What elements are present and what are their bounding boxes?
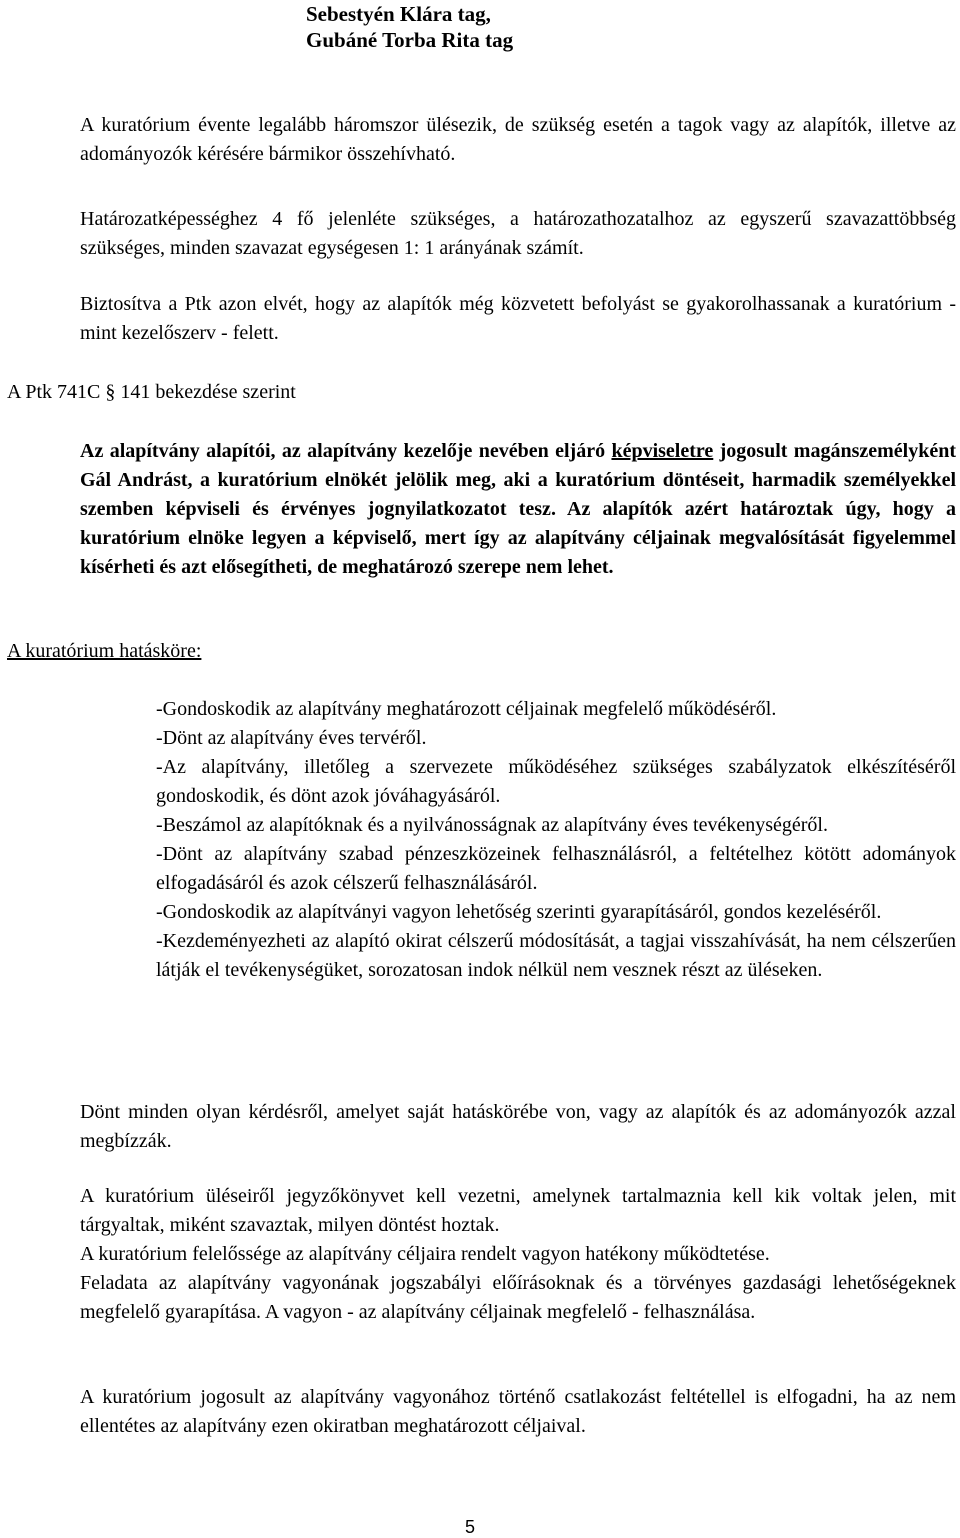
rep-text-2: jogosult magánszemélyként Gál Andrást, a kuratórium elnökét jelölik meg, aki a kuratórium döntéseit, harmadik személyekkel szemben képviseli és érvényes jognyilatkozatot tesz. Az alapítók azért határoztak úgy, hogy a kuratórium elnöke legyen a képviselő, mert így az alapítvány céljainak megvalósítását figyelemmel kísérheti és azt elősegítheti, de meghatározó szerepe nem lehet. <box>80 440 956 578</box>
paragraph-meetings: A kuratórium évente legalább háromszor ülésezik, de szükség esetén a tagok vagy az alapítók, illetve az adományozók kérésére bármikor összehívható. <box>80 114 956 165</box>
header-name-2: Gubáné Torba Rita tag <box>306 28 514 52</box>
section-heading-powers: A kuratórium hatásköre: <box>7 640 202 662</box>
header-name-1: Sebestyén Klára tag, <box>306 2 491 26</box>
paragraph-accession: A kuratórium jogosult az alapítvány vagyonához történő csatlakozást feltétellel is elfogadni, ha az nem ellentétes az alapítvány ezen okiratban meghatározott céljaival. <box>80 1386 956 1437</box>
list-item: -Gondoskodik az alapítvány meghatározott céljainak megfelelő működéséről. <box>156 698 777 720</box>
list-item: -Az alapítvány, illetőleg a szervezete működéséhez szükséges szabályzatok elkészítéséről gondoskodik, és dönt azok jóváhagyásáról. <box>156 756 956 807</box>
paragraph-minutes: A kuratórium üléseiről jegyzőkönyvet kell vezetni, amelynek tartalmaznia kell kik voltak jelen, mit tárgyaltak, miként szavaztak, milyen döntést hoztak. <box>80 1185 956 1236</box>
page-number: 5 <box>464 1517 475 1537</box>
list-item: -Dönt az alapítvány éves tervéről. <box>156 727 427 749</box>
list-item: -Kezdeményezheti az alapító okirat célszerű módosítását, a tagjai visszahívását, ha nem célszerűen látják el tevékenységüket, sorozatosan indok nélkül nem vesznek részt az üléseken. <box>156 930 956 981</box>
powers-list <box>156 695 956 985</box>
paragraph-quorum: Határozatképességhez 4 fő jelenléte szükséges, a határozathozatalhoz az egyszerű szavazattöbbség szükséges, minden szavazat egységesen 1: 1 arányának számít. <box>80 208 956 259</box>
paragraph-ptk-principle: Biztosítva a Ptk azon elvét, hogy az alapítók még közvetett befolyást se gyakorolhassanak a kuratórium - mint kezelőszerv - felett. <box>80 293 956 344</box>
paragraph-task: Feladata az alapítvány vagyonának jogszabályi előírásoknak és a törvényes gazdasági lehetőségeknek megfelelő gyarapítása. A vagyon - az alapítvány céljainak megfelelő - felhasználása. <box>80 1272 956 1323</box>
paragraph-responsibility: A kuratórium felelőssége az alapítvány céljaira rendelt vagyon hatékony működtetése. <box>80 1243 770 1265</box>
list-item: -Beszámol az alapítóknak és a nyilvánosságnak az alapítvány éves tevékenységéről. <box>156 814 828 836</box>
rep-text-1: Az alapítvány alapítói, az alapítvány kezelője nevében eljáró <box>80 440 612 462</box>
list-item: -Gondoskodik az alapítványi vagyon lehetőség szerinti gyarapításáról, gondos kezeléséről. <box>156 901 882 923</box>
section-heading-ptk: A Ptk 741C § 141 bekezdése szerint <box>7 381 296 403</box>
list-item: -Dönt az alapítvány szabad pénzeszközeinek felhasználásról, a feltételhez kötött adományok elfogadásáról és azok célszerű felhasználásáról. <box>156 843 956 894</box>
paragraph-representative <box>80 437 956 582</box>
paragraph-decides: Dönt minden olyan kérdésről, amelyet saját hatáskörébe von, vagy az alapítók és az adományozók azzal megbízzák. <box>80 1101 956 1152</box>
rep-text-underlined: képviseletre <box>611 440 714 462</box>
